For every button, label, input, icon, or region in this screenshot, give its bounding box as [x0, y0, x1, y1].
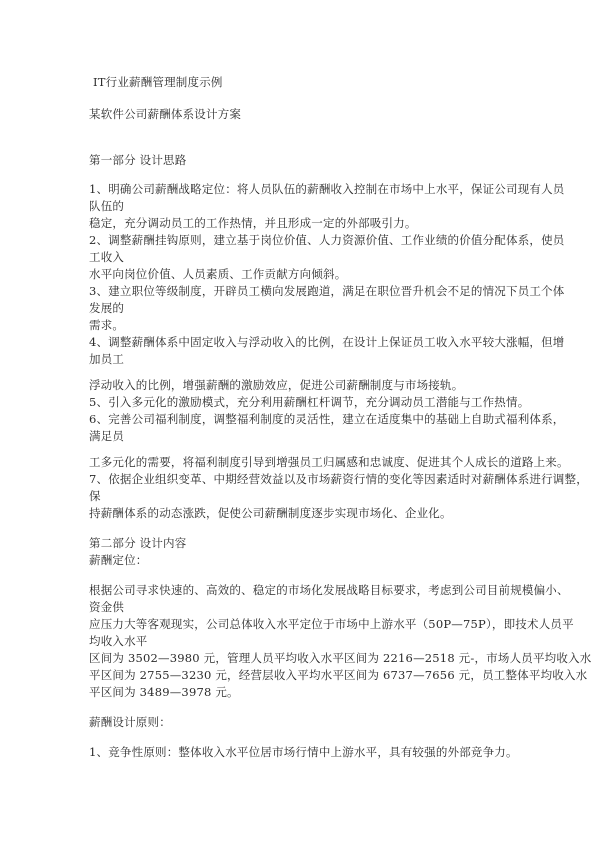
paragraph-line: 工多元化的需要，将福利制度引导到增强员工归属感和忠诚度、促进其个人成长的道路上来。 — [89, 455, 569, 469]
paragraph-line: 发展的 — [89, 301, 125, 315]
paragraph-line: 4、调整薪酬体系中固定收入与浮动收入的比例，在设计上保证员工收入水平较大涨幅，但增 — [89, 335, 565, 349]
paragraph-line: 1、明确公司薪酬战略定位：将人员队伍的薪酬收入控制在市场中上水平，保证公司现有人员 — [89, 182, 565, 196]
positioning-label: 薪酬定位： — [89, 553, 148, 567]
paragraph-line: 需求。 — [89, 318, 125, 332]
paragraph-line: 工收入 — [89, 250, 125, 264]
paragraph-line: 稳定，充分调动员工的工作热情，并且形成一定的外部吸引力。 — [89, 216, 417, 230]
paragraph-line: 应压力大等客观现实，公司总体收入水平定位于市场中上游水平（50P—75P），即技术人员平 — [89, 617, 574, 631]
paragraph-line: 均收入水平 — [89, 634, 148, 648]
paragraph-line: 持薪酬体系的动态涨跌，促使公司薪酬制度逐步实现市场化、企业化。 — [89, 506, 452, 520]
paragraph-line: 队伍的 — [89, 199, 125, 213]
paragraph-line: 根据公司寻求快速的、高效的、稳定的市场化发展战略目标要求，考虑到公司目前规模偏小、 — [89, 583, 569, 597]
document-subtitle: 某软件公司薪酬体系设计方案 — [89, 107, 242, 121]
paragraph-line: 平区间为 2755—3230 元，经营层收入平均水平区间为 6737—7656 元，员工整体平均收入水 — [89, 668, 588, 682]
paragraph-line: 7、依据企业组织变革、中期经营效益以及市场薪资行情的变化等因素适时对薪酬体系进行调整， — [89, 472, 588, 486]
document-title: IT行业薪酬管理制度示例 — [93, 75, 223, 89]
paragraph-line: 浮动收入的比例，增强薪酬的激励效应，促进公司薪酬制度与市场接轨。 — [89, 378, 464, 392]
paragraph-line: 2、调整薪酬挂钩原则，建立基于岗位价值、人力资源价值、工作业绩的价值分配体系，使员 — [89, 233, 565, 247]
paragraph-line: 满足员 — [89, 429, 125, 443]
part1-heading: 第一部分 设计思路 — [89, 153, 187, 167]
part2-heading: 第二部分 设计内容 — [89, 536, 187, 550]
paragraph-line: 保 — [89, 489, 101, 503]
paragraph-line: 水平向岗位价值、人员素质、工作贡献方向倾斜。 — [89, 267, 347, 281]
paragraph-line: 平区间为 3489—3978 元。 — [89, 685, 239, 699]
paragraph-line: 资金供 — [89, 600, 125, 614]
paragraph-line: 5、引入多元化的激励模式，充分利用薪酬杠杆调节，充分调动员工潜能与工作热情。 — [89, 395, 530, 409]
principles-label: 薪酬设计原则： — [89, 715, 171, 729]
principle-item: 1、竞争性原则：整体收入水平位居市场行情中上游水平，具有较强的外部竞争力。 — [89, 745, 518, 759]
paragraph-line: 区间为 3502—3980 元，管理人员平均收入水平区间为 2216—2518 元-，市场人员平均收入水 — [89, 651, 592, 665]
paragraph-line: 3、建立职位等级制度，开辟员工横向发展跑道，满足在职位晋升机会不足的情况下员工个体 — [89, 284, 565, 298]
paragraph-line: 加员工 — [89, 352, 125, 366]
paragraph-line: 6、完善公司福利制度，调整福利制度的灵活性，建立在适度集中的基础上自助式福利体系， — [89, 412, 565, 426]
